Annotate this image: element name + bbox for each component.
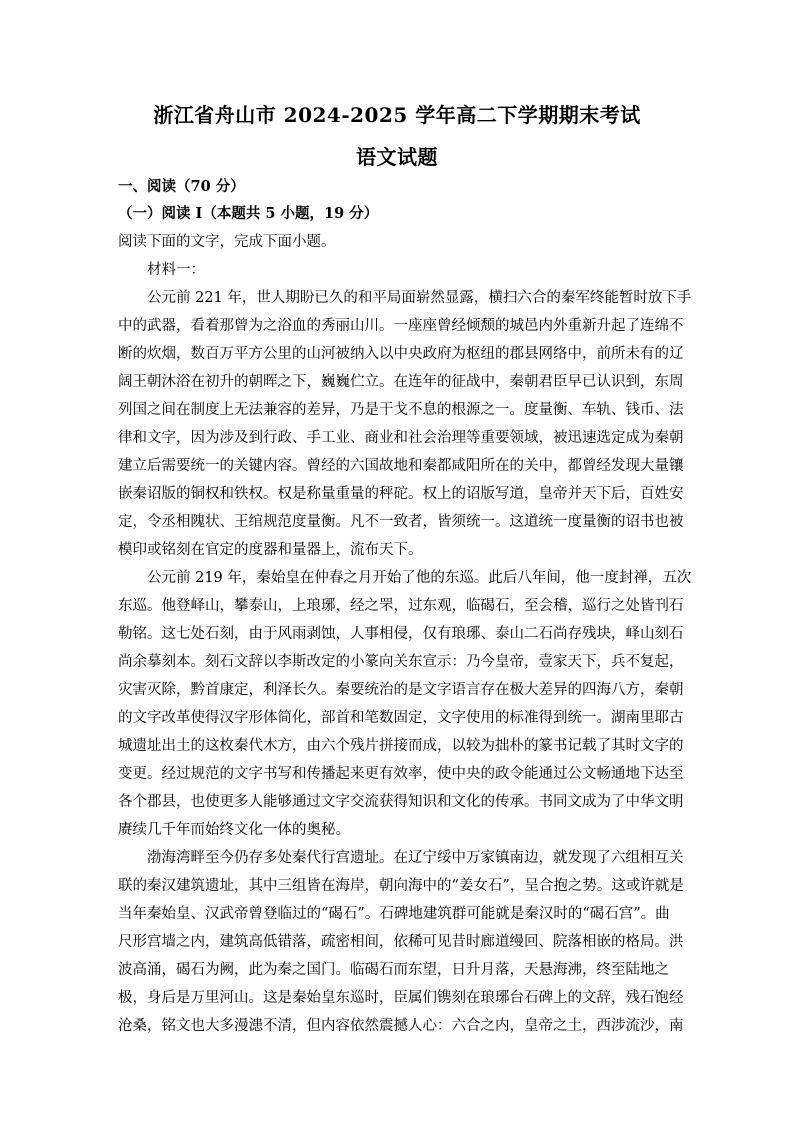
paragraph-line: 东巡。他登峄山，攀泰山，上琅琊，经之罘，过东观，临碣石，至会稽，巡行之处皆刊石 bbox=[118, 598, 684, 614]
paragraph-line: 定，令丞相隗状、王绾规范度量衡。凡不一致者，皆须统一。这道统一度量衡的诏书也被 bbox=[118, 514, 684, 530]
paragraph-line: 变更。经过规范的文字书写和传播起来更有效率，使中央的政令能通过公文畅通地下达至 bbox=[118, 766, 684, 782]
document-title: 浙江省舟山市 2024-2025 学年高二下学期期末考试 bbox=[153, 103, 641, 127]
subsection-heading: （一）阅读 I（本题共 5 小题，19 分） bbox=[118, 205, 379, 222]
paragraph-line: 渤海湾畔至今仍存多处秦代行宫遗址。在辽宁绥中万家镇南边，就发现了六组相互关 bbox=[147, 850, 684, 866]
paragraph-line: 波高涌，碣石为阙，此为秦之国门。临碣石而东望，日升月落，天悬海沸，终至陆地之 bbox=[118, 962, 669, 978]
paragraph-line: 灾害灭除，黔首康定，利泽长久。秦要统治的是文字语言存在极大差异的四海八方，秦朝 bbox=[118, 682, 684, 698]
section-heading: 一、阅读（70 分） bbox=[118, 178, 245, 195]
paragraph-line: 勒铭。这七处石刻，由于风雨剥蚀，人事相侵，仅有琅琊、泰山二石尚存残块，峄山刻石 bbox=[118, 626, 684, 642]
paragraph-line: 城遗址出土的这枚秦代木方，由六个残片拼接而成，以较为拙朴的篆书记载了其时文字的 bbox=[118, 738, 684, 754]
paragraph-line: 断的炊烟，数百万平方公里的山河被纳入以中央政府为枢纽的郡县网络中，前所未有的辽 bbox=[118, 346, 684, 362]
paragraph-line: 尚余摹刻本。刻石文辞以李斯改定的小篆向关东宣示：乃今皇帝，壹家天下，兵不复起， bbox=[118, 654, 684, 670]
paragraph-line: 极，身后是万里河山。这是秦始皇东巡时，臣属们镌刻在琅琊台石碑上的文辞，残石饱经 bbox=[118, 990, 684, 1006]
paragraph-line: 律和文字，因为涉及到行政、手工业、商业和社会治理等重要领域，被迅速选定成为秦朝 bbox=[118, 430, 684, 446]
paragraph-line: 嵌秦诏版的铜权和铁权。权是称量重量的秤砣。权上的诏版写道，皇帝并天下后，百姓安 bbox=[118, 486, 684, 502]
paragraph-line: 当年秦始皇、汉武帝曾登临过的“碣石”。石碑地建筑群可能就是秦汉时的“碣石宫”。曲 bbox=[118, 906, 670, 922]
instruction-text: 阅读下面的文字，完成下面小题。 bbox=[118, 234, 336, 250]
paragraph-line: 尺形宫墙之内，建筑高低错落，疏密相间，依稀可见昔时廊道缦回、院落相嵌的格局。洪 bbox=[118, 934, 684, 950]
paragraph-line: 建立后需要统一的关键内容。曾经的六国故地和秦都咸阳所在的关中，都曾经发现大量镶 bbox=[118, 458, 684, 474]
paragraph-line: 列国之间在制度上无法兼容的差异，乃是干戈不息的根源之一。度量衡、车轨、钱币、法 bbox=[118, 402, 684, 418]
paragraph-line: 公元前 221 年，世人期盼已久的和平局面崭然显露，横扫六合的秦军终能暂时放下手 bbox=[147, 290, 692, 306]
paragraph-line: 阔王朝沐浴在初升的朝晖之下，巍巍伫立。在连年的征战中，秦朝君臣早已认识到，东周 bbox=[118, 374, 684, 390]
paragraph-line: 的文字改革使得汉字形体简化，部首和笔数固定，文字使用的标准得到统一。湖南里耶古 bbox=[118, 710, 684, 726]
paragraph-line: 模印或铭刻在官定的度器和量器上，流布天下。 bbox=[118, 542, 423, 558]
paragraph-line: 中的武器，看着那曾为之浴血的秀丽山川。一座座曾经倾颓的城邑内外重新升起了连绵不 bbox=[118, 318, 684, 334]
paragraph-line: 联的秦汉建筑遗址，其中三组皆在海岸，朝向海中的“姜女石”，呈合抱之势。这或许就是 bbox=[118, 878, 684, 894]
paragraph-line: 公元前 219 年，秦始皇在仲春之月开始了他的东巡。此后八年间，他一度封禅，五次 bbox=[147, 570, 692, 586]
paragraph-line: 各个郡县，也使更多人能够通过文字交流获得知识和文化的传承。书同文成为了中华文明 bbox=[118, 794, 684, 810]
paragraph-line: 赓续几千年而始终文化一体的奥秘。 bbox=[118, 822, 350, 838]
document-subtitle: 语文试题 bbox=[356, 145, 438, 169]
paragraph-line: 沧桑，铭文也大多漫漶不清，但内容依然震撼人心：六合之内，皇帝之土，西涉流沙，南 bbox=[118, 1018, 684, 1034]
material-label: 材料一： bbox=[147, 262, 205, 278]
